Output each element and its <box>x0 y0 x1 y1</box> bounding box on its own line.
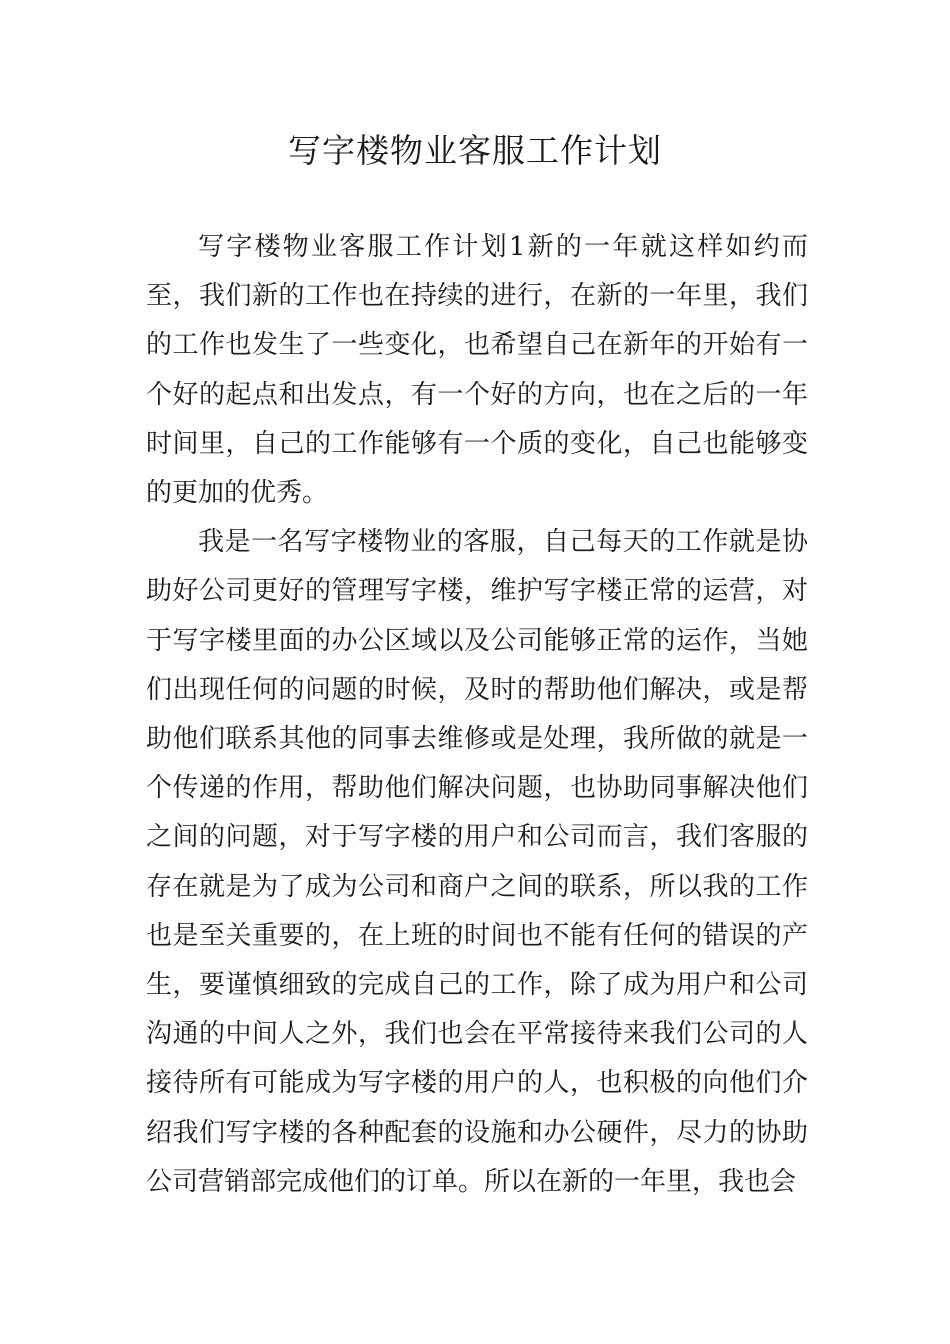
document-body <box>146 223 808 1207</box>
paragraph-2: 我是一名写字楼物业的客服，自己每天的工作就是协助好公司更好的管理写字楼，维护写字楼正常的运营，对于写字楼里面的办公区域以及公司能够正常的运作，当她们出现任何的问题的时候，及时的帮助他们解决，或是帮助他们联系其他的同事去维修或是处理，我所做的就是一个传递的作用，帮助他们解决问题，也协助同事解决他们之间的问题，对于写字楼的用户和公司而言，我们客服的存在就是为了成为公司和商户之间的联系，所以我的工作也是至关重要的，在上班的时间也不能有任何的错误的产生，要谨慎细致的完成自己的工作，除了成为用户和公司沟通的中间人之外，我们也会在平常接待来我们公司的人接待所有可能成为写字楼的用户的人，也积极的向他们介绍我们写字楼的各种配套的设施和办公硬件，尽力的协助公司营销部完成他们的订单。所以在新的一年里，我也会 <box>146 527 808 1197</box>
document-title: 写字楼物业客服工作计划 <box>288 131 662 170</box>
paragraph-1: 写字楼物业客服工作计划1新的一年就这样如约而至，我们新的工作也在持续的进行，在新的一年里，我们的工作也发生了一些变化，也希望自己在新年的开始有一个好的起点和出发点，有一个好的方向，也在之后的一年时间里，自己的工作能够有一个质的变化，自己也能够变的更加的优秀。 <box>146 232 808 509</box>
